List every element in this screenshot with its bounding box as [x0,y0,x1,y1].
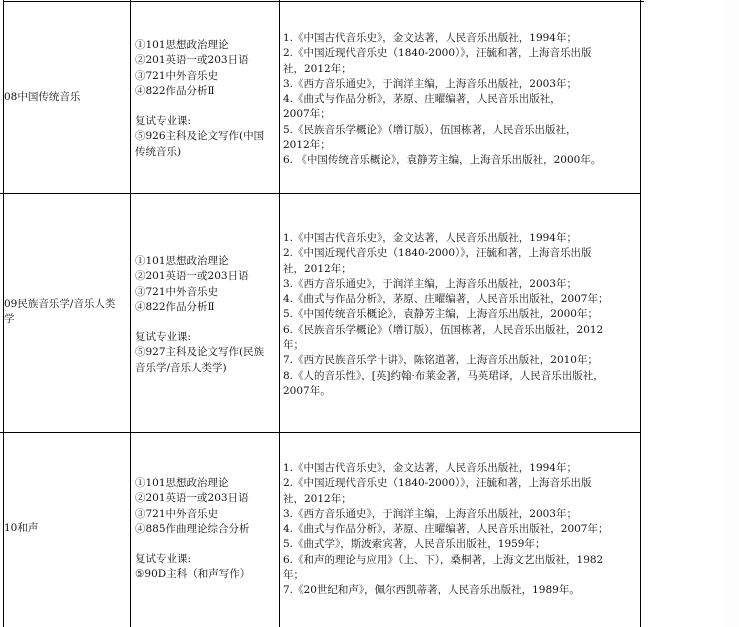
reference-line: 3.《西方音乐通史》，于润洋主编，上海音乐出版社，2003年； [283,277,577,290]
subject-line: ①101思想政治理论 [135,255,229,267]
reference-line: 4.《曲式与作品分析》，茅原、庄曜编著，人民音乐出版社，2007年； [283,293,609,306]
retest-line: ⑤90D主科（和声写作） [135,568,251,581]
table-border-right [640,0,641,627]
reference-line: 2.《中国近现代音乐史（1840-2000）》，汪毓和著，上海音乐出版 [283,47,592,60]
retest-line: ⑤927主科及论文写作(民族 [135,346,265,359]
subject-line: ②201英语一或203日语 [135,54,249,67]
retest-label: 复试专业课: [135,115,192,128]
exam-subjects [135,38,264,160]
retest-label: 复试专业课: [135,331,192,344]
retest-line: 传统音乐) [135,145,182,158]
row-divider-1 [0,193,641,194]
reference-line: 8.《人的音乐性》，[英]约翰·布莱金著，马英珺译，人民音乐出版社， [283,369,604,382]
reference-line: 1.《中国古代音乐史》，金文达著，人民音乐出版社，1994年； [283,232,577,244]
reference-line: 6.《和声的理论与应用》（上、下），桑桐著，上海文艺出版社，1982 [283,553,604,566]
row-divider-2 [0,432,641,433]
reference-line: 2.《中国近现代音乐史（1840-2000）》，汪毓和著，上海音乐出版 [283,247,592,260]
reference-line: 5.《民族音乐学概论》（增订版），伍国栋著，人民音乐出版社， [283,123,577,136]
major-name: 08中国传统音乐 [4,91,81,103]
reference-line: 2.《中国近现代音乐史（1840-2000）》，汪毓和著，上海音乐出版 [283,477,592,490]
reference-line: 4.《曲式与作品分析》，茅原、庄曜编著，人民音乐出版社， [283,93,561,106]
subject-line: ④822作品分析Ⅱ [135,84,215,97]
reference-line: 2012年； [283,139,331,152]
column-divider-1 [130,0,131,627]
subject-line: ③721中外音乐史 [135,285,219,298]
table-top-border [3,1,644,2]
reference-line: 社，2012年； [283,492,352,505]
subject-line: ①101思想政治理论 [135,39,229,51]
subject-line: ①101思想政治理论 [135,477,229,489]
reference-line: 年； [283,569,304,582]
reference-line: 6. 《中国传统音乐概论》，袁静芳主编，上海音乐出版社，2000年。 [283,154,602,167]
exam-subjects [135,254,264,376]
retest-line: 音乐学/音乐人类学) [135,361,227,374]
reference-line: 5.《曲式学》，斯波索宾著，人民音乐出版社，1959年； [283,538,546,551]
subject-line: ②201英语一或203日语 [135,492,249,505]
reference-line: 2007年。 [283,384,331,397]
subject-line: ③721中外音乐史 [135,69,219,82]
column-divider-2 [279,0,280,627]
reference-line: 2007年； [283,108,331,121]
reference-line: 社，2012年； [283,62,352,75]
reference-line: 7.《20世纪和声》，佩尔西凯蒂著，人民音乐出版社，1989年。 [283,584,580,597]
reference-line: 1.《中国古代音乐史》，金文达著，人民音乐出版社，1994年； [283,32,577,44]
major-name: 10和声 [4,522,39,534]
page-margin [724,0,739,627]
exam-subjects [135,476,250,583]
retest-label: 复试专业课: [135,553,192,566]
reference-line: 5.《中国传统音乐概论》，袁静芳主编，上海音乐出版社，2000年； [283,308,598,321]
subject-line: ④822作品分析Ⅱ [135,300,215,313]
reference-line: 3.《西方音乐通史》，于润洋主编，上海音乐出版社，2003年； [283,77,577,90]
reference-line: 4.《曲式与作品分析》，茅原、庄曜编著，人民音乐出版社，2007年； [283,523,609,536]
reference-line: 1.《中国古代音乐史》，金文达著，人民音乐出版社，1994年； [283,462,577,474]
subject-line: ②201英语一或203日语 [135,270,249,283]
retest-line: ⑤926主科及论文写作(中国 [135,130,265,143]
reference-line: 6.《民族音乐学概论》（增订版），伍国栋著，人民音乐出版社，2012 [283,323,604,336]
reference-books [283,31,601,169]
reference-line: 7.《西方民族音乐学十讲》，陈铭道著，上海音乐出版社，2010年； [283,354,598,367]
reference-books [283,231,609,399]
reference-books [283,461,609,599]
reference-line: 3.《西方音乐通史》，于润洋主编，上海音乐出版社，2003年； [283,507,577,520]
subject-line: ③721中外音乐史 [135,507,219,520]
subject-line: ④885作曲理论综合分析 [135,522,250,535]
reference-line: 社，2012年； [283,262,352,275]
major-name: 09民族音乐学/音乐人类 学 [4,298,116,326]
reference-line: 年； [283,339,304,352]
